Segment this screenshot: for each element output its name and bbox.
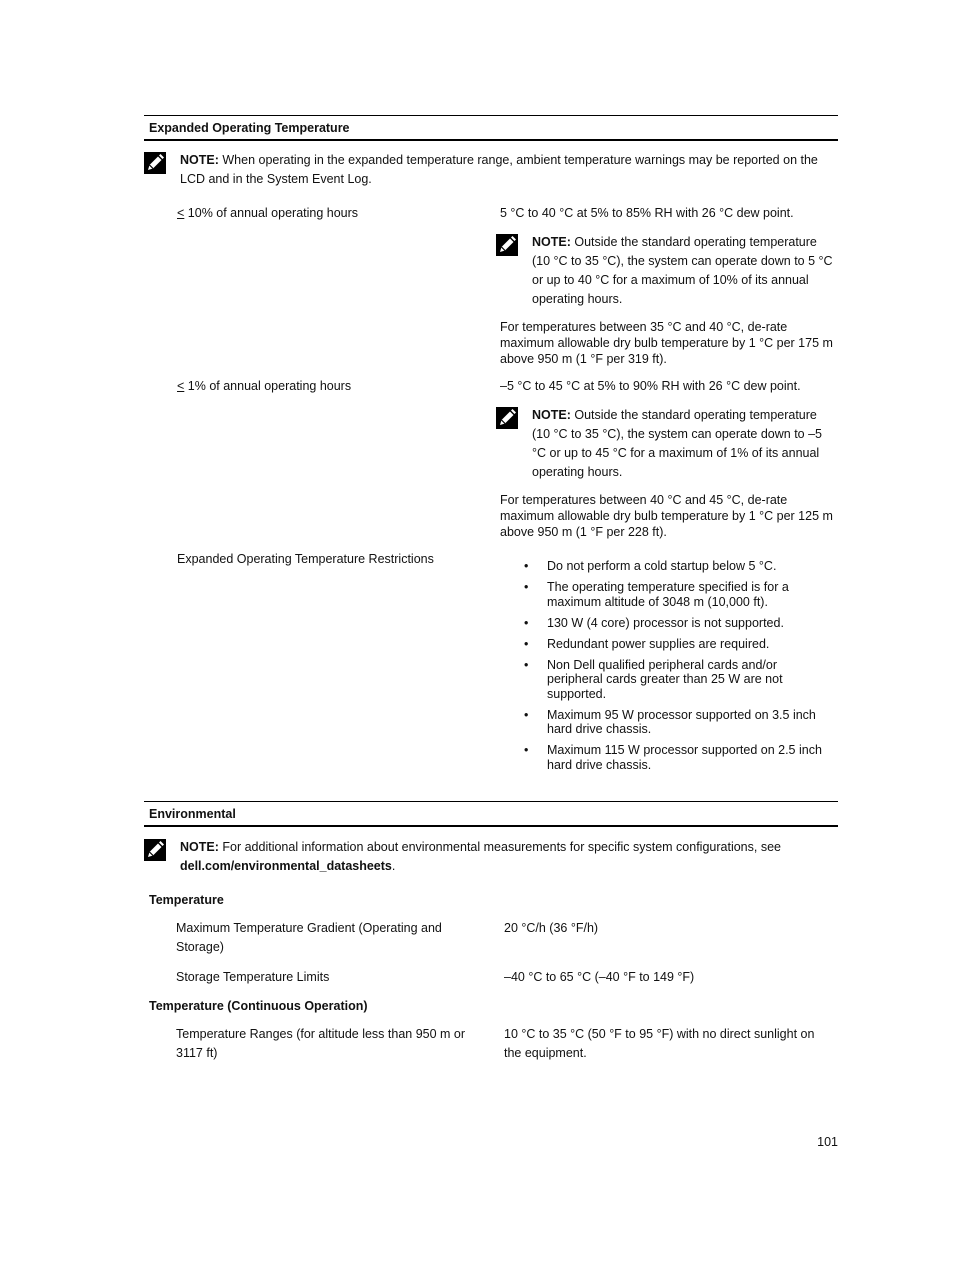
note-environmental (180, 838, 820, 876)
row-1-percent-label (177, 377, 477, 396)
derate-paragraph-10-percent: For temperatures between 35 °C and 40 °C, de-rate maximum allowable dry bulb temperature by 1 °C per 175 m above 950 m (1 °F per 319 ft). (500, 320, 833, 366)
note-label: NOTE: (532, 235, 571, 249)
ranges-value: 10 °C to 35 °C (50 °F to 95 °F) with no direct sunlight on the equipment. (504, 1027, 815, 1060)
note-label: NOTE: (180, 153, 219, 167)
continuous-operation-subheading: Temperature (Continuous Operation) (149, 999, 368, 1013)
derate-paragraph-1-percent: For temperatures between 40 °C and 45 °C, de-rate maximum allowable dry bulb temperature by 1 °C per 125 m above 950 m (1 °F per 228 ft). (500, 493, 833, 539)
section-header-environmental (144, 801, 838, 827)
note-pencil-icon (144, 152, 166, 174)
note-end: . (391, 859, 396, 873)
note-label: NOTE: (532, 408, 571, 422)
section-header-expanded-operating-temperature (144, 115, 838, 141)
gradient-value: 20 °C/h (36 °F/h) (504, 921, 599, 935)
list-item: • Maximum 115 W processor supported on 2.5 inch hard drive chassis. (524, 743, 834, 772)
row-10-percent-label (177, 204, 477, 223)
note-10-percent (532, 233, 838, 309)
list-item: • The operating temperature specified is for a maximum altitude of 3048 m (10,000 ft). (524, 580, 834, 609)
row-10-percent-value: 5 °C to 40 °C at 5% to 85% RH with 26 °C dew point. (500, 206, 794, 220)
note-body: Outside the standard operating temperature (10 °C to 35 °C), the system can operate down to –5 °C or up to 45 °C for a maximum of 1% of its annual operating hours. (532, 408, 823, 479)
gradient-label: Maximum Temperature Gradient (Operating and Storage) (176, 921, 442, 954)
list-item: • Maximum 95 W processor supported on 3.5 inch hard drive chassis. (524, 708, 834, 737)
page-number: 101 (817, 1135, 838, 1149)
temperature-subheading: Temperature (149, 893, 224, 907)
note-body: Outside the standard operating temperature (10 °C to 35 °C), the system can operate down to 5 °C or up to 40 °C for a maximum of 10% of its annual operating hours. (532, 235, 833, 306)
note-pencil-icon (496, 407, 518, 429)
note-label: NOTE: (180, 840, 219, 854)
section-header-text: Environmental (149, 807, 236, 821)
ranges-label: Temperature Ranges (for altitude less than 950 m or 3117 ft) (176, 1027, 466, 1060)
datasheets-link[interactable]: dell.com/environmental_datasheets (180, 859, 392, 873)
less-equal-symbol: < (177, 379, 185, 393)
restrictions-label: Expanded Operating Temperature Restrictions (177, 552, 434, 566)
restrictions-list (524, 559, 834, 779)
note-expanded-warning (180, 151, 830, 189)
note-pencil-icon (496, 234, 518, 256)
list-item: • Non Dell qualified peripheral cards and/or peripheral cards greater than 25 W are not supported. (524, 658, 834, 702)
row-1-percent-value: –5 °C to 45 °C at 5% to 90% RH with 26 °C dew point. (500, 379, 801, 393)
row-label-text: 1% of annual operating hours (184, 379, 352, 393)
storage-label: Storage Temperature Limits (176, 970, 330, 984)
list-item: • Redundant power supplies are required. (524, 637, 834, 652)
note-1-percent (532, 406, 832, 482)
note-pencil-icon (144, 839, 166, 861)
list-item: • 130 W (4 core) processor is not supported. (524, 616, 834, 631)
section-header-text: Expanded Operating Temperature (149, 121, 350, 135)
row-label-text: 10% of annual operating hours (184, 206, 359, 220)
less-equal-symbol: < (177, 206, 185, 220)
storage-value: –40 °C to 65 °C (–40 °F to 149 °F) (504, 970, 695, 984)
list-item: • Do not perform a cold startup below 5 °C. (524, 559, 834, 574)
note-body: When operating in the expanded temperature range, ambient temperature warnings may be reported on the LCD and in the System Event Log. (180, 153, 818, 186)
note-body: For additional information about environmental measurements for specific system configurations, see (218, 840, 781, 854)
